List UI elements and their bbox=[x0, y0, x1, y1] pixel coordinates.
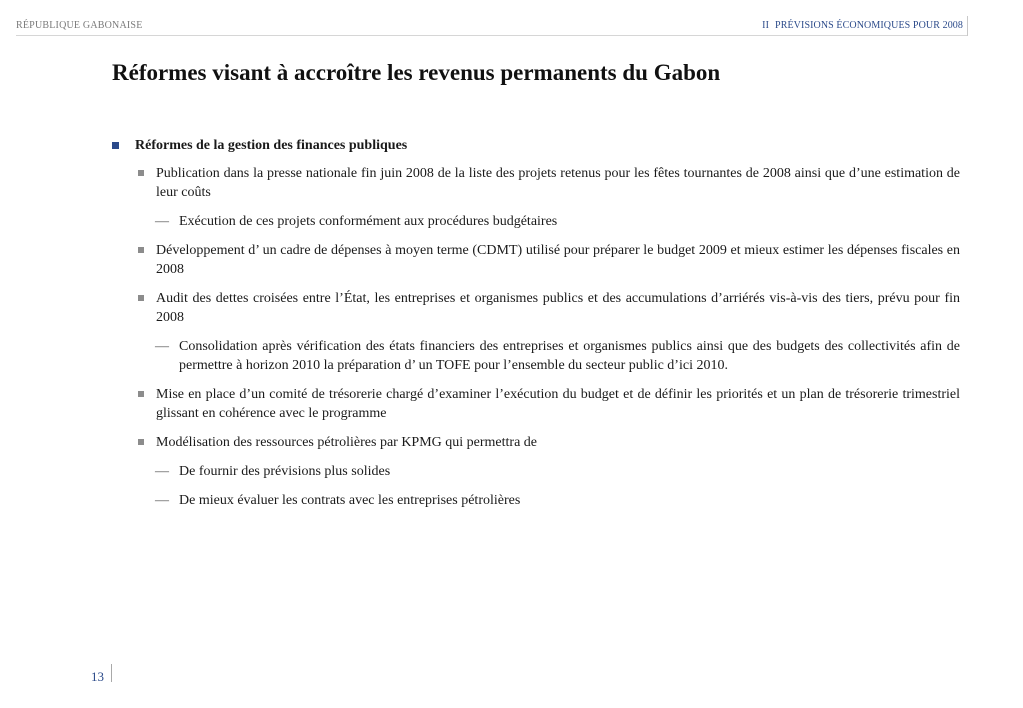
em-dash-bullet-icon: — bbox=[155, 493, 169, 508]
small-square-bullet-icon bbox=[138, 170, 144, 176]
em-dash-bullet-icon: — bbox=[155, 339, 169, 354]
list-item bbox=[112, 385, 960, 423]
list-item bbox=[112, 164, 960, 202]
footer-divider bbox=[111, 664, 112, 682]
sub-list-item-text: Exécution de ces projets conformément aux procédures budgétaires bbox=[179, 214, 558, 229]
list-item-text: Développement d’ un cadre de dépenses à moyen terme (CDMT) utilisé pour préparer le budget 2009 et mieux estimer les dépenses fiscales en 2008 bbox=[156, 243, 960, 277]
sub-list-item bbox=[112, 337, 960, 375]
list-item-text: Mise en place d’un comité de trésorerie chargé d’examiner l’exécution du budget et de définir les priorités et un plan de trésorerie trimestriel glissant en cohérence avec le programme bbox=[156, 387, 960, 421]
header-vertical-divider bbox=[967, 16, 968, 36]
square-bullet-icon bbox=[112, 142, 119, 149]
sub-list-item bbox=[112, 491, 960, 510]
page-title: Réformes visant à accroître les revenus permanents du Gabon bbox=[112, 60, 721, 85]
section-heading-text: Réformes de la gestion des finances publiques bbox=[135, 138, 408, 153]
sub-list-item-text: Consolidation après vérification des états financiers des entreprises et organismes publics ainsi que des budgets des collectivités afin de permettre à horizon 2010 la préparation d’ un TOFE pour l’ensemble du secteur public d’ici 2010. bbox=[179, 339, 960, 373]
em-dash-bullet-icon: — bbox=[155, 214, 169, 229]
header-section bbox=[762, 20, 963, 31]
em-dash-bullet-icon: — bbox=[155, 464, 169, 479]
small-square-bullet-icon bbox=[138, 247, 144, 253]
list-item-text: Audit des dettes croisées entre l’État, les entreprises et organismes publics et des accumulations d’arriérés vis-à-vis des tiers, prévu pour fin 2008 bbox=[156, 291, 960, 325]
sub-list-item bbox=[112, 212, 960, 231]
small-square-bullet-icon bbox=[138, 295, 144, 301]
sub-list-item-text: De mieux évaluer les contrats avec les entreprises pétrolières bbox=[179, 493, 521, 508]
list-item-text: Publication dans la presse nationale fin juin 2008 de la liste des projets retenus pour les fêtes tournantes de 2008 ainsi que d’une estimation de leur coûts bbox=[156, 166, 960, 200]
small-square-bullet-icon bbox=[138, 391, 144, 397]
list-item bbox=[112, 433, 960, 452]
sub-list-item-text: De fournir des prévisions plus solides bbox=[179, 464, 391, 479]
small-square-bullet-icon bbox=[138, 439, 144, 445]
sub-list-item bbox=[112, 462, 960, 481]
list-item bbox=[112, 241, 960, 279]
section-heading bbox=[112, 136, 960, 155]
page-number: 13 bbox=[91, 669, 104, 684]
header-section-number: II bbox=[762, 20, 770, 31]
list-item bbox=[112, 289, 960, 327]
header-country: RÉPUBLIQUE GABONAISE bbox=[16, 20, 143, 31]
header-section-title: PRÉVISIONS ÉCONOMIQUES POUR 2008 bbox=[775, 20, 963, 31]
header-divider bbox=[16, 35, 967, 36]
slide-content bbox=[112, 136, 960, 520]
list-item-text: Modélisation des ressources pétrolières par KPMG qui permettra de bbox=[156, 435, 538, 450]
